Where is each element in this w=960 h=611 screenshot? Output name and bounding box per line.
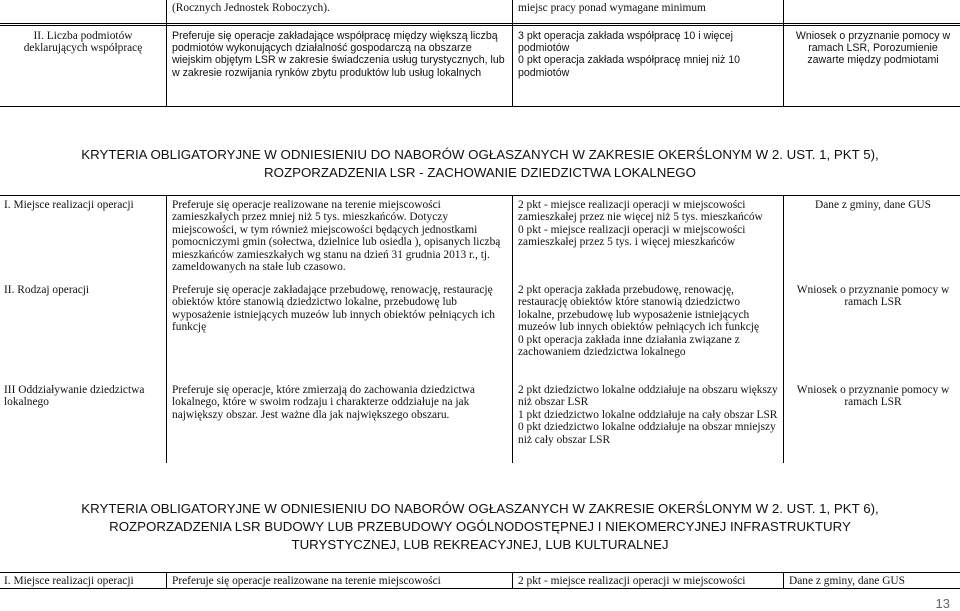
- row-source-rodzaj: Wniosek o przyznanie pomocy w ramach LSR: [796, 284, 950, 309]
- scoring-line: 2 pkt operacja zakłada przebudowę, renowację, restaurację obiektów które stanowią dziedzictwo lokalne, przebudowę lub wyposażenie istniejących muzeów lub innych obiektów pełniących ich funkcję: [518, 284, 760, 334]
- scoring-line: 0 pkt operacja zakłada współpracę mniej niż 10 podmiotów: [518, 54, 741, 79]
- row-source-miejsce-infra: Dane z gminy, dane GUS: [789, 575, 905, 587]
- row-source-liczba-podmiotow: Wniosek o przyznanie pomocy w ramach LSR, Porozumienie zawarte między podmiotami: [795, 30, 951, 67]
- scoring-line: 0 pkt operacja zakłada inne działania związane z zachowaniem dziedzictwa lokalnego: [518, 333, 740, 359]
- row-source-oddzialywanie: Wniosek o przyznanie pomocy w ramach LSR: [796, 384, 950, 409]
- row-label-oddzialywanie: III Oddziaływanie dziedzictwa lokalnego: [4, 384, 145, 409]
- row-description-rodzaj: Preferuje się operacje zakładające przebudowę, renowację, restaurację obiektów które stanowią dziedzictwo lokalne, przebudowę lub wyposażenie istniejących muzeów lub innych obiektów pełniących ich funkcję: [172, 284, 495, 334]
- scoring-line: 0 pkt dziedzictwo lokalne oddziałuje na obszar mniejszy niż cały obszar LSR: [518, 421, 776, 446]
- row-source-miejsce: Dane z gminy, dane GUS: [815, 199, 931, 211]
- row-label-liczba-podmiotow: II. Liczba podmiotów deklarujących współpracę: [23, 30, 143, 55]
- heading-line: KRYTERIA OBLIGATORYJNE W ODNIESIENIU DO NABORÓW OGŁASZANYCH W ZAKRESIE OKERŚLONYM W 2. UST. 1, PKT 5),: [81, 147, 879, 162]
- row-scoring-rodzaj: [516, 284, 781, 358]
- row-description-miejsce-infra: Preferuje się operacje realizowane na terenie miejscowości: [172, 575, 441, 587]
- row-scoring-oddzialywanie: [516, 384, 781, 446]
- heading-line: ROZPORZADZENIA LSR - ZACHOWANIE DZIEDZICTWA LOKALNEGO: [264, 165, 696, 180]
- row-scoring-miejsce: [516, 199, 781, 249]
- scoring-line: 1 pkt dziedzictwo lokalne oddziałuje na cały obszar LSR: [518, 408, 778, 421]
- scoring-line: 0 pkt - miejsce realizacji operacji w miejscowości zamieszkałej przez 5 tys. i więcej mieszkańców: [518, 223, 746, 249]
- row-description-oddzialywanie: Preferuje się operacje, które zmierzają do zachowania dziedzictwa lokalnego, które w swoim rodzaju i charakterze oddziałuje na jak największy obszar. Jest ważne dla jak największego obszaru.: [172, 384, 475, 421]
- row-label-rodzaj: II. Rodzaj operacji: [4, 284, 90, 296]
- row-scoring-liczba-podmiotow: [516, 30, 781, 79]
- scoring-line: 2 pkt - miejsce realizacji operacji w miejscowości zamieszkałej przez nie więcej niż 5 tys. mieszkańców: [518, 199, 763, 224]
- heading-line: TURYSTYCZNEJ, LUB REKREACYJNEJ, LUB KULTURALNEJ: [291, 537, 669, 552]
- heading-line: KRYTERIA OBLIGATORYJNE W ODNIESIENIU DO NABORÓW OGŁASZANYCH W ZAKRESIE OKERŚLONYM W 2. UST. 1, PKT 6),: [81, 501, 879, 516]
- scoring-line: 3 pkt operacja zakłada współpracę 10 i więcej podmiotów: [518, 30, 733, 55]
- top-row-col2-text: (Rocznych Jednostek Roboczych).: [172, 2, 330, 14]
- row-label-miejsce-infra: I. Miejsce realizacji operacji: [4, 575, 134, 587]
- page-number: 13: [935, 595, 950, 611]
- row-description-miejsce: Preferuje się operacje realizowane na terenie miejscowości zamieszkałych przez mniej niż 5 tys. mieszkańców. Dotyczy miejscowości, w tym również miejscowości będących jednostkami pomocniczymi gmin (sołectwa, dzielnice lub osiedla ), opisanych liczbą mieszkańców zamieszkałych wg stanu na dzień 31 grudnia 2013 r., tj. zameldowanych na stałe lub czasowo.: [172, 199, 501, 274]
- scoring-line: 2 pkt dziedzictwo lokalne oddziałuje na obszaru większy niż obszar LSR: [518, 384, 778, 409]
- row-label-miejsce: I. Miejsce realizacji operacji: [4, 199, 134, 211]
- heading-line: ROZPORZADZENIA LSR BUDOWY LUB PRZEBUDOWY OGÓLNODOSTĘPNEJ I NIEKOMERCYJNEJ INFRASTRUKTURY: [109, 519, 851, 534]
- section-heading-dziedzictwo: [0, 146, 960, 182]
- row-scoring-miejsce-infra: 2 pkt - miejsce realizacji operacji w miejscowości: [518, 575, 746, 587]
- row-description-liczba-podmiotow: Preferuje się operacje zakładające współpracę między większą liczbą podmiotów wykonujących działalność gospodarczą na obszarze wiejskim objętym LSR w zakresie świadczenia usług turystycznych, lub w zakresie rozwijania rynków zbytu produktów lub usług lokalnych: [172, 30, 505, 79]
- section-heading-infrastruktura: [0, 500, 960, 554]
- top-row-col3-text: miejsc pracy ponad wymagane minimum: [518, 2, 706, 14]
